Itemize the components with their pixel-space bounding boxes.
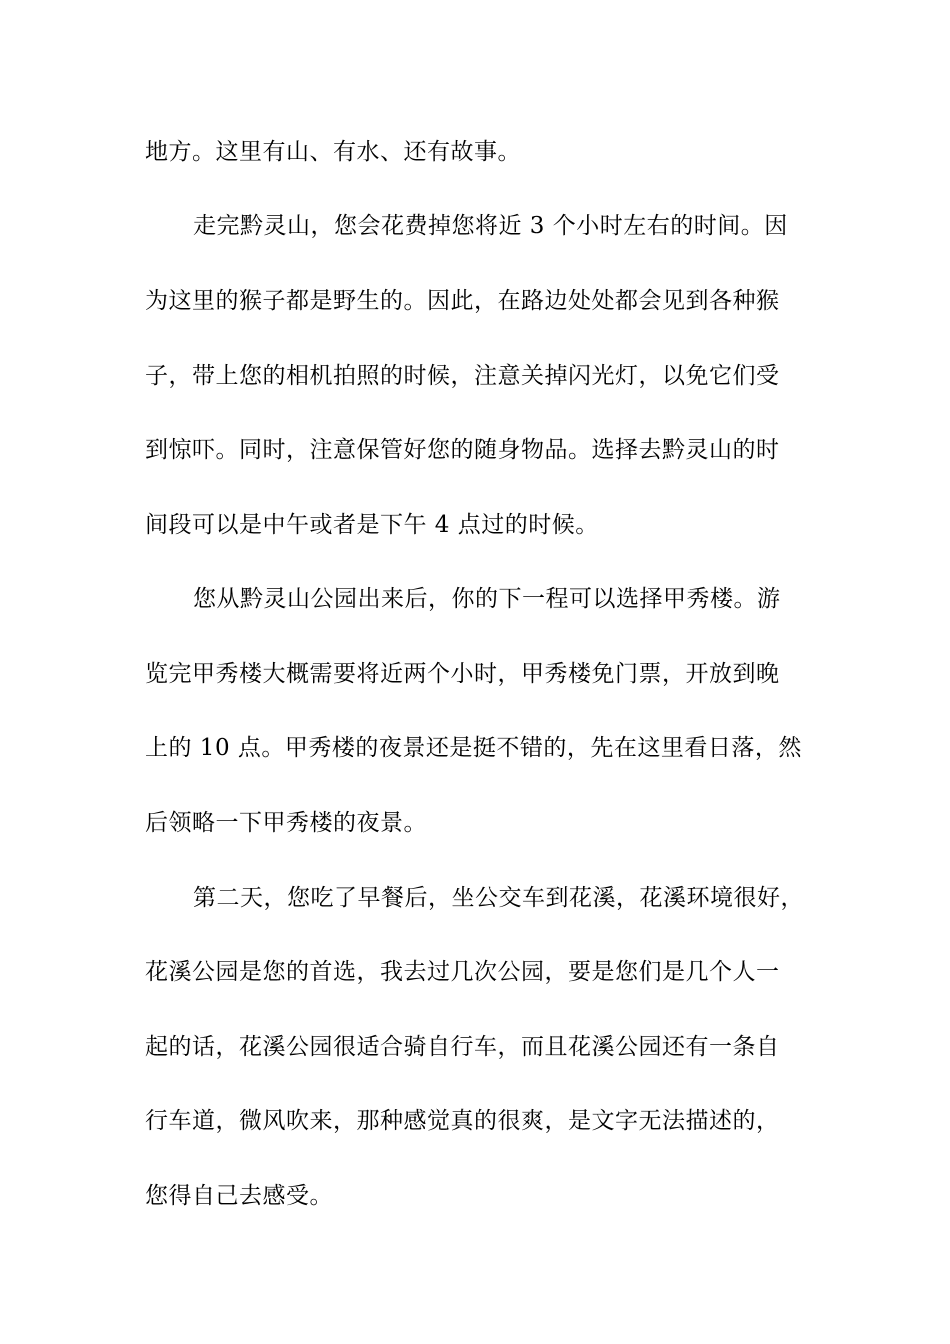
text-line: 您得自己去感受。 [145,1183,333,1209]
text-line: 后领略一下甲秀楼的夜景。 [145,810,427,836]
text-line: 到惊吓。同时，注意保管好您的随身物品。选择去黔灵山的时 [145,437,780,463]
paragraph-first-line: 第二天，您吃了早餐后，坐公交车到花溪，花溪环境很好， [193,885,804,911]
text-line: 花溪公园是您的首选，我去过几次公园，要是您们是几个人一 [145,959,780,985]
text-line: 上的 10 点。甲秀楼的夜景还是挺不错的，先在这里看日落，然 [145,735,802,761]
paragraph-first-line: 走完黔灵山，您会花费掉您将近 3 个小时左右的时间。因 [193,213,788,239]
text-line: 览完甲秀楼大概需要将近两个小时，甲秀楼免门票，开放到晚 [145,661,780,687]
text-line: 起的话，花溪公园很适合骑自行车，而且花溪公园还有一条自 [145,1034,780,1060]
text-line: 子，带上您的相机拍照的时候，注意关掉闪光灯，以免它们受 [145,363,780,389]
text-line: 间段可以是中午或者是下午 4 点过的时候。 [145,512,599,538]
text-line: 为这里的猴子都是野生的。因此，在路边处处都会见到各种猴 [145,288,780,314]
paragraph-first-line: 您从黔灵山公园出来后，你的下一程可以选择甲秀楼。游 [193,586,781,612]
text-line: 行车道，微风吹来，那种感觉真的很爽，是文字无法描述的， [145,1108,780,1134]
text-line: 地方。这里有山、有水、还有故事。 [145,139,521,165]
